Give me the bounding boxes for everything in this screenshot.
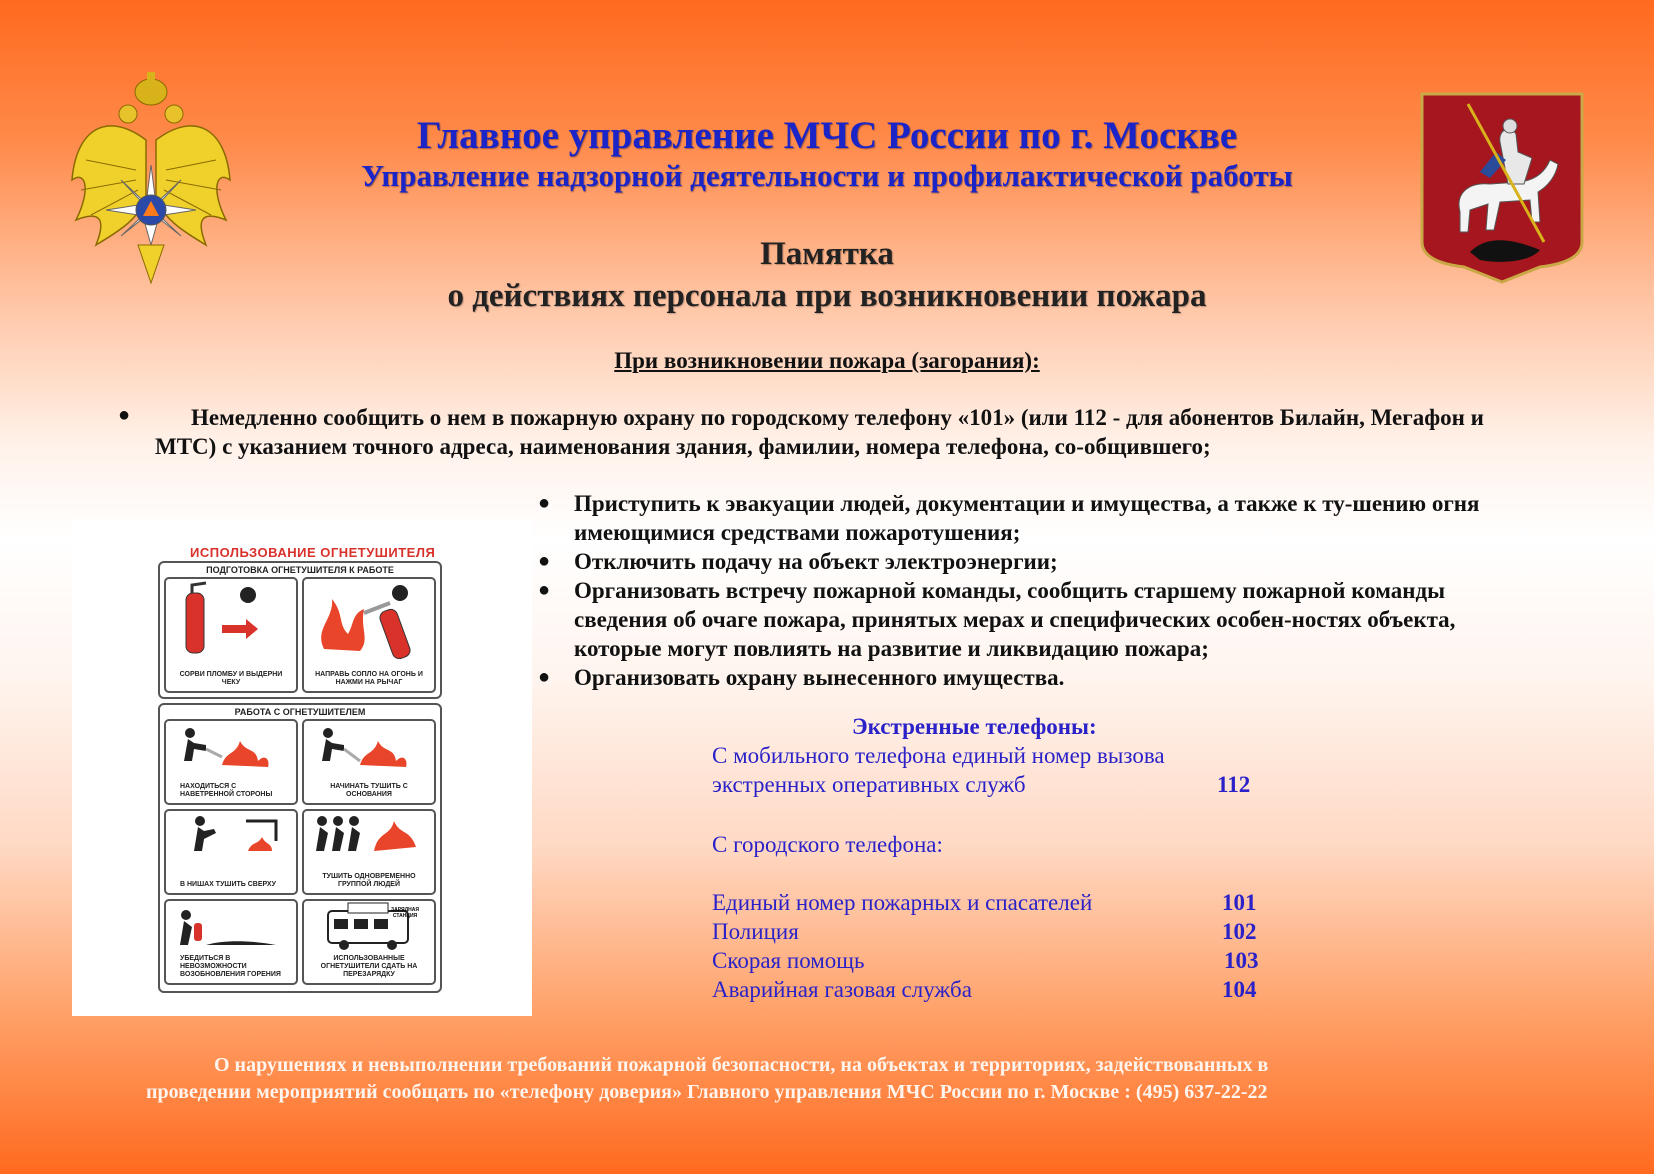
- extinguisher-poster: [72, 519, 532, 1016]
- mobile-number: 112: [1217, 772, 1251, 797]
- bullet-item: ● Приступить к эвакуации людей, документации и имущества, а также к ту-шению огня имеющимися средствами пожаротушения;: [538, 491, 1480, 545]
- poster-section-label: РАБОТА С ОГНЕТУШИТЕЛЕМ: [234, 707, 366, 717]
- bullet-item: ● Организовать охрану вынесенного имущества.: [538, 665, 1065, 690]
- section-heading: При возникновении пожара (загорания):: [614, 348, 1040, 373]
- phone-number: 103: [1224, 948, 1259, 973]
- poster-step: [164, 719, 298, 805]
- city-phone-label: С городского телефона:: [712, 832, 943, 857]
- phone-label: Полиция: [712, 919, 799, 944]
- poster-step: [302, 809, 436, 895]
- phone-label: Скорая помощь: [712, 948, 865, 973]
- bullet-dot: ●: [538, 666, 551, 688]
- footer-line-2: проведении мероприятий сообщать по «телефону доверия» Главного управления МЧС России по г. Москве : (495) 637-22-22: [146, 1081, 1268, 1103]
- poster-caption: НАХОДИТЬСЯ С НАВЕТРЕННОЙ СТОРОНЫ: [180, 783, 273, 798]
- bullet-item: Немедленно сообщить о нем в пожарную охрану по городскому телефону «101» (или 112 - для абонентов Билайн, Мегафон и МТС) с указанием точного адреса, наименования здания, фамилии, номера телефона, со-общившего;: [155, 405, 1484, 459]
- phone-number: 104: [1222, 977, 1257, 1002]
- group-firefighters-icon: [304, 811, 434, 866]
- emergency-title: Экстренные телефоны:: [852, 714, 1097, 739]
- poster-caption: УБЕДИТЬСЯ В НЕВОЗМОЖНОСТИ ВОЗОБНОВЛЕНИЯ ГОРЕНИЯ: [180, 955, 281, 978]
- firefighter-icon: [304, 721, 434, 776]
- phone-number: 101: [1222, 890, 1257, 915]
- poster-step: [164, 577, 298, 693]
- extinguisher-spray-icon: [304, 579, 434, 659]
- poster-step: [164, 809, 298, 895]
- page-subtitle: Управление надзорной деятельности и профилактической работы: [361, 158, 1293, 193]
- bullet-dot: ●: [538, 579, 551, 601]
- phone-label: Единый номер пожарных и спасателей: [712, 890, 1093, 915]
- niche-fire-icon: [166, 811, 296, 866]
- extinguisher-icon: [166, 579, 296, 659]
- bullet-item: ● Отключить подачу на объект электроэнергии;: [538, 549, 1058, 574]
- poster-caption: ИСПОЛЬЗОВАННЫЕ ОГНЕТУШИТЕЛИ СДАТЬ НА ПЕРЕЗАРЯДКУ: [320, 955, 418, 978]
- poster-step: [302, 899, 436, 985]
- bullet-dot: ●: [538, 492, 551, 514]
- poster-caption: НАЧИНАТЬ ТУШИТЬ С ОСНОВАНИЯ: [330, 783, 408, 798]
- poster-caption: НАПРАВЬ СОПЛО НА ОГОНЬ И НАЖМИ НА РЫЧАГ: [315, 671, 423, 686]
- firefighter-icon: [166, 721, 296, 776]
- poster-step: [302, 577, 436, 693]
- page-title: Главное управление МЧС России по г. Москве: [416, 114, 1238, 157]
- mobile-line-1: С мобильного телефона единый номер вызова: [712, 743, 1165, 768]
- poster-step: [164, 899, 298, 985]
- bullet-dot: ●: [118, 404, 131, 426]
- mobile-line-2: экстренных оперативных служб: [712, 772, 1026, 797]
- memo-subtitle: о действиях персонала при возникновении пожара: [447, 278, 1207, 314]
- station-label: ЗАРЯДНАЯ СТАНЦИЯ: [391, 907, 419, 919]
- poster-caption: ТУШИТЬ ОДНОВРЕМЕННО ГРУППОЙ ЛЮДЕЙ: [322, 873, 416, 888]
- footer-line-1: О нарушениях и невыполнении требований пожарной безопасности, на объектах и территориях, задействованных в: [214, 1054, 1269, 1076]
- bullet-dot: ●: [538, 550, 551, 572]
- bullet-item: ● Организовать встречу пожарной команды, сообщить старшему пожарной команды сведения об очаге пожара, принятых мерах и специфических особен-ностях объекта, которые могут повлиять на развитие и ликвидацию пожара;: [538, 578, 1456, 661]
- memo-title: Памятка: [760, 236, 894, 272]
- phone-label: Аварийная газовая служба: [712, 977, 972, 1002]
- instruction-list: [538, 489, 1538, 692]
- poster-section-label: ПОДГОТОВКА ОГНЕТУШИТЕЛЯ К РАБОТЕ: [206, 565, 394, 575]
- poster-caption: В НИШАХ ТУШИТЬ СВЕРХУ: [180, 881, 276, 888]
- poster-caption: СОРВИ ПЛОМБУ И ВЫДЕРНИ ЧЕКУ: [179, 671, 283, 686]
- poster-step: [302, 719, 436, 805]
- firefighter-check-icon: [166, 901, 296, 956]
- poster-title: ИСПОЛЬЗОВАНИЕ ОГНЕТУШИТЕЛЯ: [190, 545, 436, 560]
- phone-number: 102: [1222, 919, 1257, 944]
